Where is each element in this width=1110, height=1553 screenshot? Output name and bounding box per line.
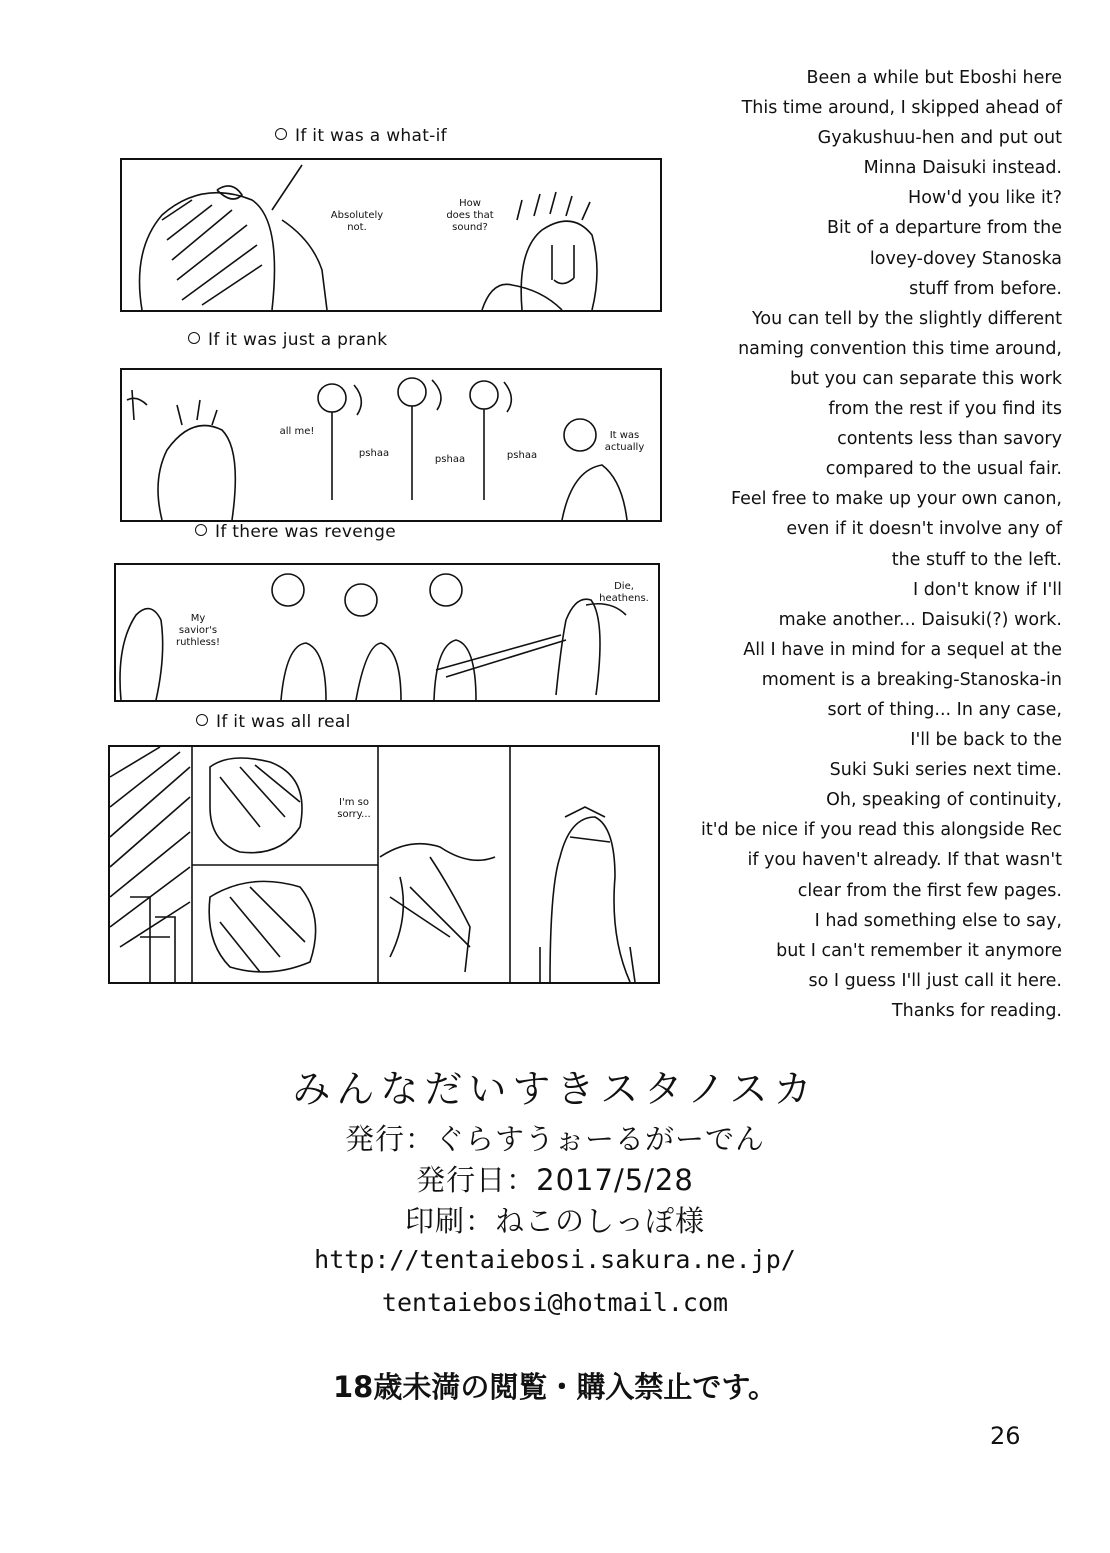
- note-line: Suki Suki series next time.: [829, 760, 1062, 781]
- note-line: but you can separate this work: [789, 368, 1062, 389]
- bullet-icon: [196, 714, 208, 726]
- note-line: so I guess I'll just call it here.: [808, 970, 1062, 991]
- age-warning: 18歳未満の閲覧・購入禁止です。: [332, 1370, 778, 1404]
- note-line: All I have in mind for a sequel at the: [743, 639, 1062, 660]
- bullet-icon: [275, 128, 287, 140]
- note-line: from the rest if you find its: [828, 399, 1062, 420]
- comic-panel-revenge: [114, 563, 660, 702]
- note-line: I'll be back to the: [910, 730, 1062, 751]
- book-title: みんなだいすきスタノスカ: [292, 1067, 818, 1111]
- note-line: Minna Daisuki instead.: [863, 158, 1062, 179]
- speech-bubble: Absolutely not.: [330, 210, 384, 233]
- note-line: I had something else to say,: [814, 910, 1062, 931]
- note-line: contents less than savory: [837, 429, 1062, 450]
- note-line: Oh, speaking of continuity,: [826, 790, 1062, 811]
- note-line: Bit of a departure from the: [826, 218, 1062, 239]
- sketch-all-real: [110, 747, 658, 982]
- speech-bubble: Die, heathens.: [599, 581, 649, 604]
- note-line: if you haven't already. If that wasn't: [747, 850, 1062, 871]
- note-line: I don't know if I'll: [913, 579, 1062, 600]
- speech-bubble: pshaa: [506, 450, 538, 461]
- section-title-text: If there was revenge: [215, 522, 396, 542]
- speech-bubble: pshaa: [358, 448, 390, 459]
- note-line: stuff from before.: [909, 278, 1062, 299]
- printer-line: 印刷：ねこのしっぽ様: [404, 1204, 705, 1238]
- bullet-icon: [195, 524, 207, 536]
- bullet-icon: [188, 332, 200, 344]
- section-title-what-if: [275, 126, 447, 146]
- note-line: You can tell by the slightly different: [752, 308, 1062, 329]
- note-line: Feel free to make up your own canon,: [730, 489, 1062, 510]
- note-line: Thanks for reading.: [891, 1000, 1062, 1021]
- section-title-revenge: [195, 522, 396, 542]
- sketch-what-if: [122, 160, 660, 310]
- section-title-prank: [188, 330, 387, 350]
- comic-panel-prank: [120, 368, 662, 522]
- note-line: even if it doesn't involve any of: [786, 519, 1062, 540]
- note-line: sort of thing... In any case,: [827, 699, 1062, 720]
- note-line: This time around, I skipped ahead of: [741, 98, 1062, 119]
- note-line: Gyakushuu-hen and put out: [817, 128, 1062, 149]
- contact-email: tentaiebosi@hotmail.com: [381, 1288, 729, 1317]
- speech-bubble: My savior's ruthless!: [175, 613, 221, 648]
- note-line: moment is a breaking-Stanoska-in: [761, 669, 1062, 690]
- speech-bubble: pshaa: [434, 454, 466, 465]
- note-line: the stuff to the left.: [891, 549, 1062, 570]
- note-line: Been a while but Eboshi here: [806, 68, 1062, 88]
- speech-bubble: It was actually: [604, 430, 645, 453]
- note-line: but I can't remember it anymore: [776, 940, 1062, 961]
- note-line: make another... Daisuki(?) work.: [778, 609, 1062, 630]
- page-number: 26: [990, 1422, 1021, 1450]
- sketch-prank: [122, 370, 660, 520]
- note-line: lovey-dovey Stanoska: [869, 248, 1062, 269]
- note-line: clear from the first few pages.: [797, 880, 1062, 901]
- publisher-line: 発行：ぐらすうぉーるがーでん: [344, 1122, 765, 1156]
- comic-panel-all-real: [108, 745, 660, 984]
- publish-date-line: 発行日：2017/5/28: [416, 1163, 694, 1197]
- section-title-text: If it was all real: [216, 712, 351, 732]
- section-title-text: If it was a what-if: [295, 126, 447, 146]
- section-title-all-real: [196, 712, 351, 732]
- speech-bubble: all me!: [279, 426, 315, 437]
- speech-bubble: How does that sound?: [446, 198, 494, 233]
- note-line: How'd you like it?: [908, 188, 1062, 209]
- note-line: compared to the usual fair.: [825, 459, 1062, 480]
- section-title-text: If it was just a prank: [208, 330, 388, 350]
- comic-panel-what-if: [120, 158, 662, 312]
- website-url: http://tentaiebosi.sakura.ne.jp/: [314, 1245, 796, 1274]
- speech-bubble: I'm so sorry...: [337, 797, 371, 820]
- note-line: it'd be nice if you read this alongside Rec: [701, 820, 1062, 841]
- note-line: naming convention this time around,: [738, 338, 1062, 359]
- author-notes: [622, 63, 1062, 1026]
